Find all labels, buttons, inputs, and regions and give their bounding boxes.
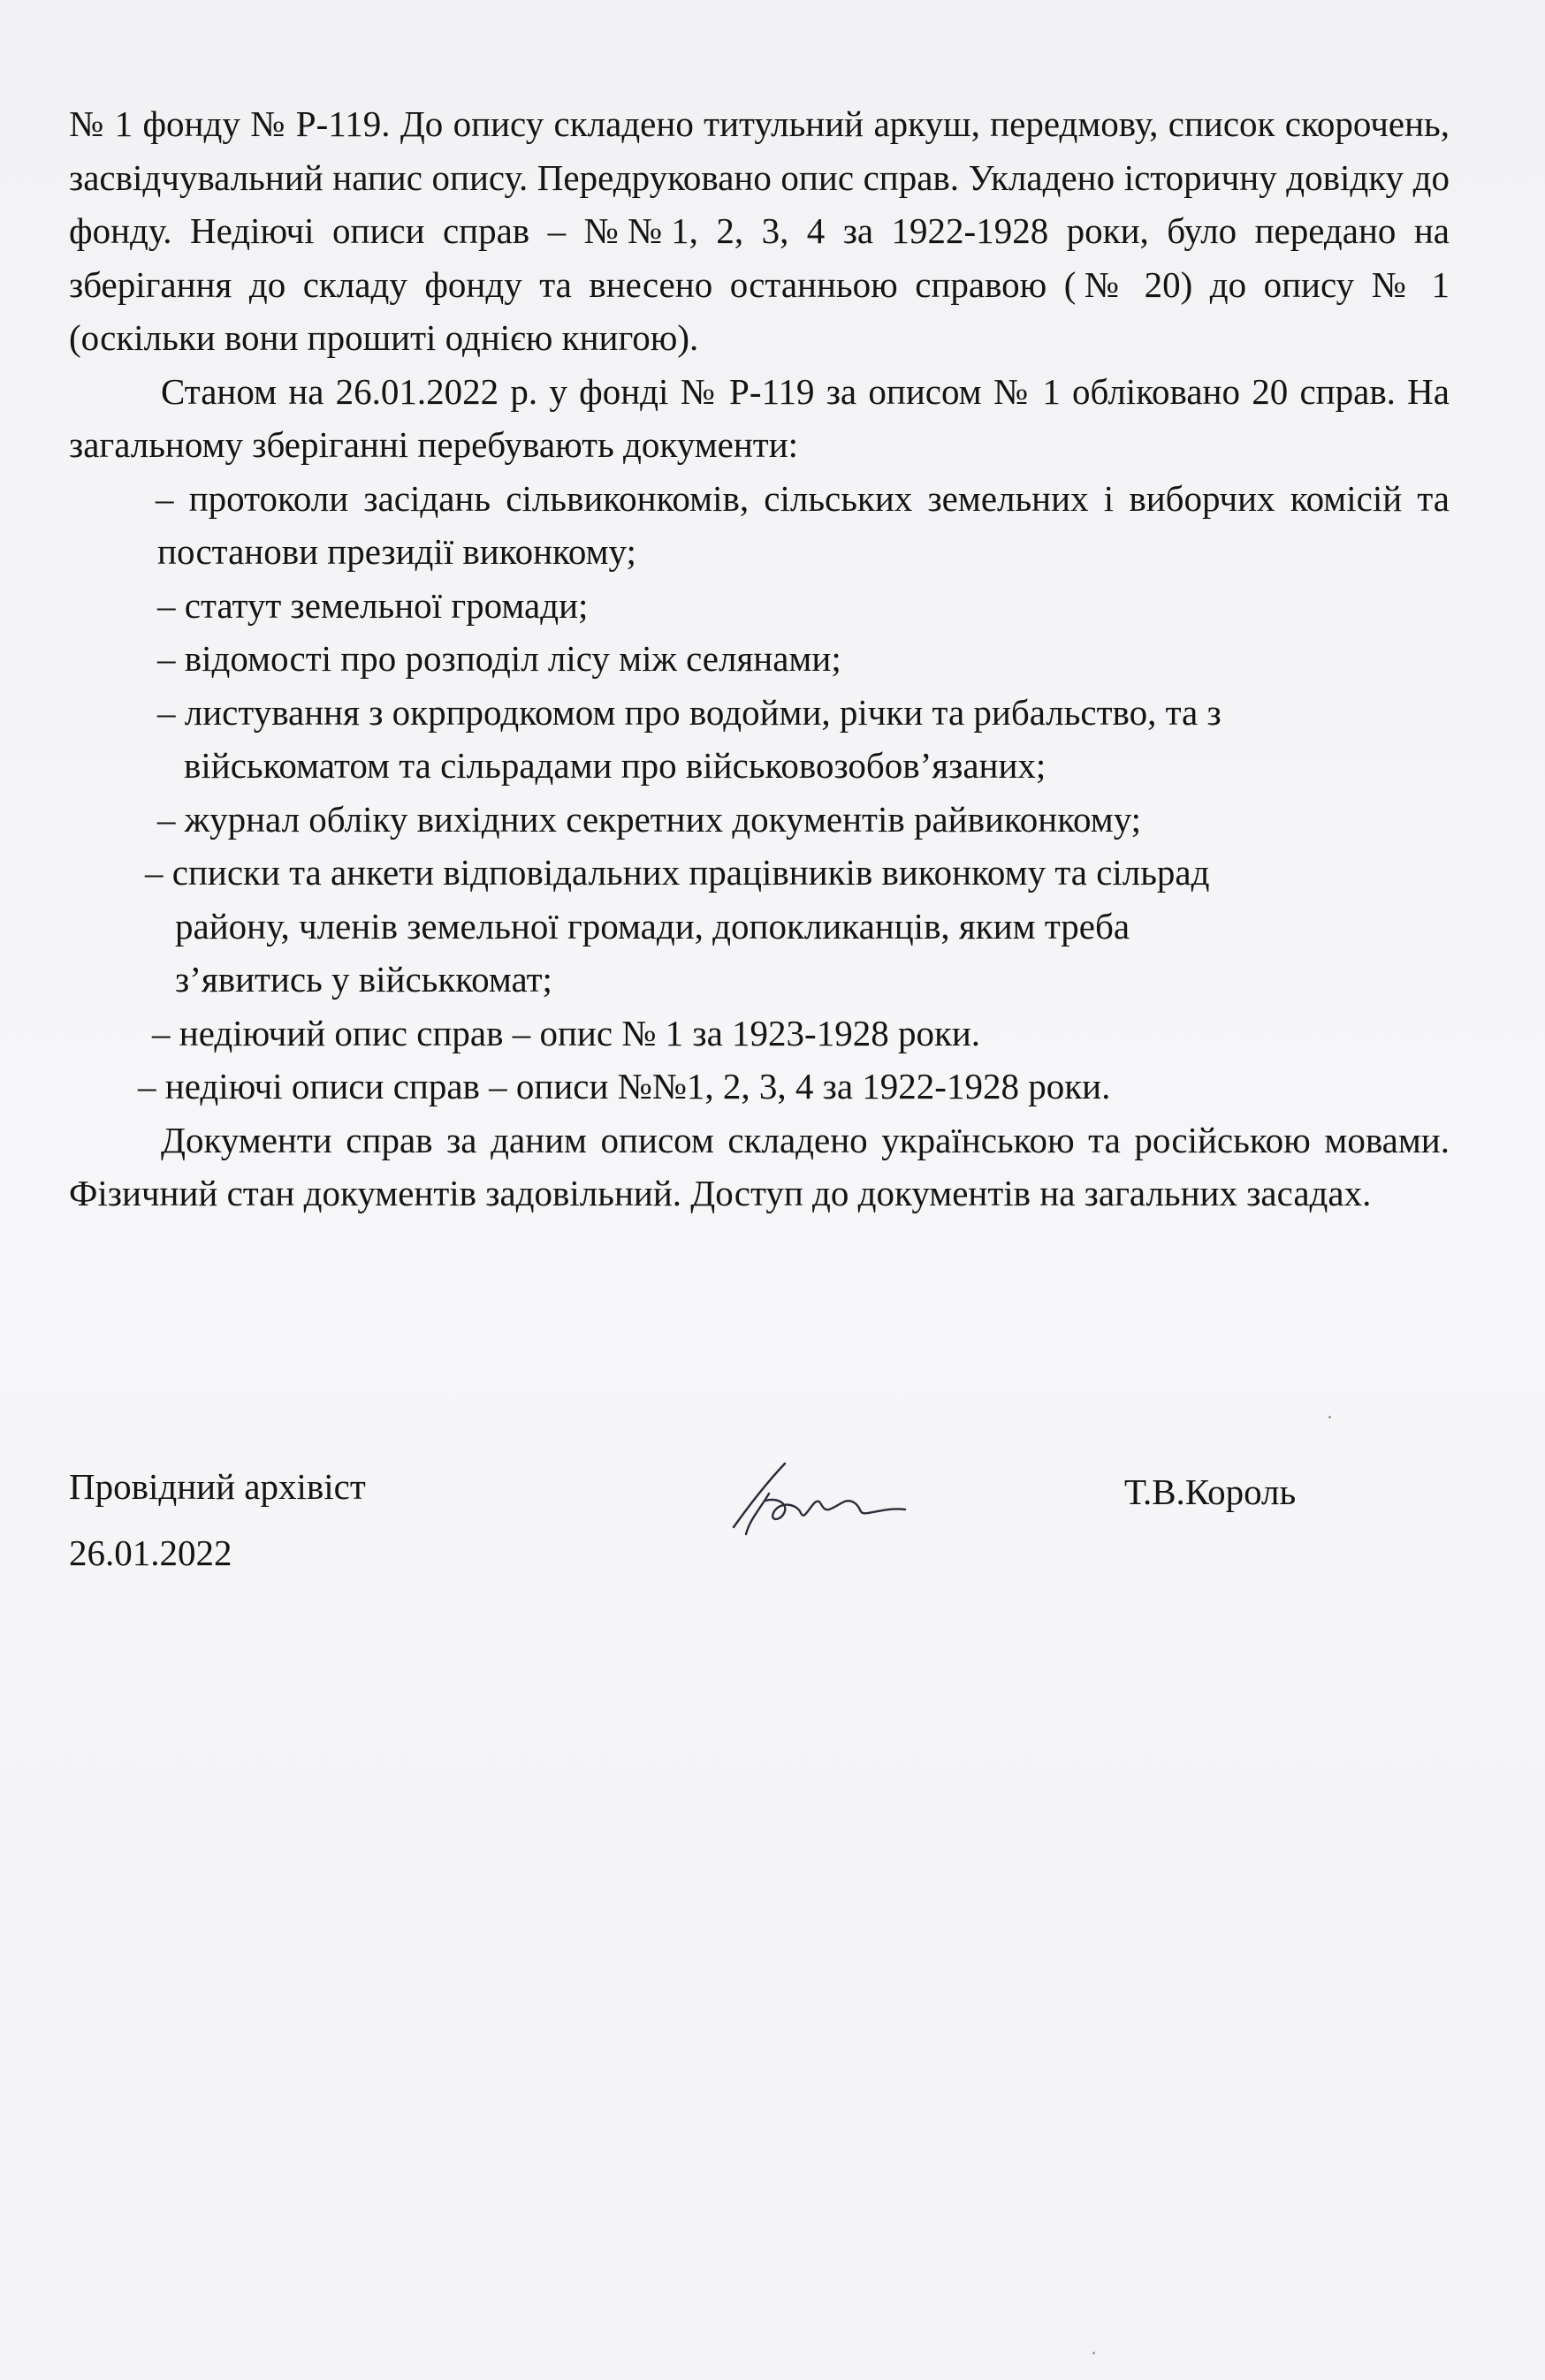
list-item-line: військоматом та сільрадами про військовозобов’язаних; bbox=[184, 745, 1046, 786]
list-item bbox=[0, 472, 1450, 579]
paper-speck bbox=[1328, 1416, 1331, 1418]
signer-role: Провідний архівіст bbox=[69, 1466, 366, 1507]
list-item: – недіючий опис справ – опис № 1 за 1923-1928 роки. bbox=[152, 1012, 981, 1053]
intro-paragraph: № 1 фонду № Р-119. До опису складено титульний аркуш, передмову, список скорочень, засвідчувальний напис опису. Передруковано опис справ. Укладено історичну довідку до фонду. Недіючі описи справ – №№1, 2, 3, 4 за 1922-1928 роки, було передано на зберігання до складу фонду та внесено останньою справою (№ 20) до опису № 1 (оскільки вони прошиті однією книгою). bbox=[69, 103, 1450, 358]
list-item bbox=[0, 846, 1450, 1007]
list-item: – журнал обліку вихідних секретних документів райвиконкому; bbox=[157, 798, 1142, 840]
list-item bbox=[0, 686, 1450, 793]
signer-name: Т.В.Король bbox=[1124, 1471, 1297, 1512]
list-item: – недіючі описи справ – описи №№1, 2, 3, 4 за 1922-1928 роки. bbox=[138, 1066, 1111, 1106]
list-item-text: – протоколи засідань сільвиконкомів, сільських земельних і виборчих комісій та постанови президії виконкому; bbox=[156, 477, 1450, 572]
status-paragraph: Станом на 26.01.2022 р. у фонді № Р-119 за описом № 1 обліковано 20 справ. На загальному зберіганні перебувають документи: bbox=[69, 370, 1450, 465]
list-item-line: району, членів земельної громади, допокликанців, яким треба bbox=[175, 905, 1130, 947]
list-item-line: з’явитись у військкомат; bbox=[175, 959, 552, 1000]
document-body bbox=[69, 97, 1450, 1220]
signature-date: 26.01.2022 bbox=[69, 1532, 232, 1573]
list-item-line: – листування з окрпродкомом про водойми, річки та рибальство, та з bbox=[157, 691, 1222, 733]
list-item: – статут земельної громади; bbox=[157, 584, 589, 626]
handwritten-signature bbox=[716, 1458, 910, 1538]
closing-paragraph: Документи справ за даним описом складено українською та російською мовами. Фізичний стан документів задовільний. Доступ до документів на загальних засадах. bbox=[69, 1119, 1450, 1213]
paper-speck bbox=[1092, 2352, 1095, 2354]
documents-list bbox=[0, 472, 1450, 1114]
list-item: – відомості про розподіл лісу між селянами; bbox=[157, 638, 841, 679]
list-item-line: – списки та анкети відповідальних працівників виконкому та сільрад bbox=[145, 852, 1210, 893]
